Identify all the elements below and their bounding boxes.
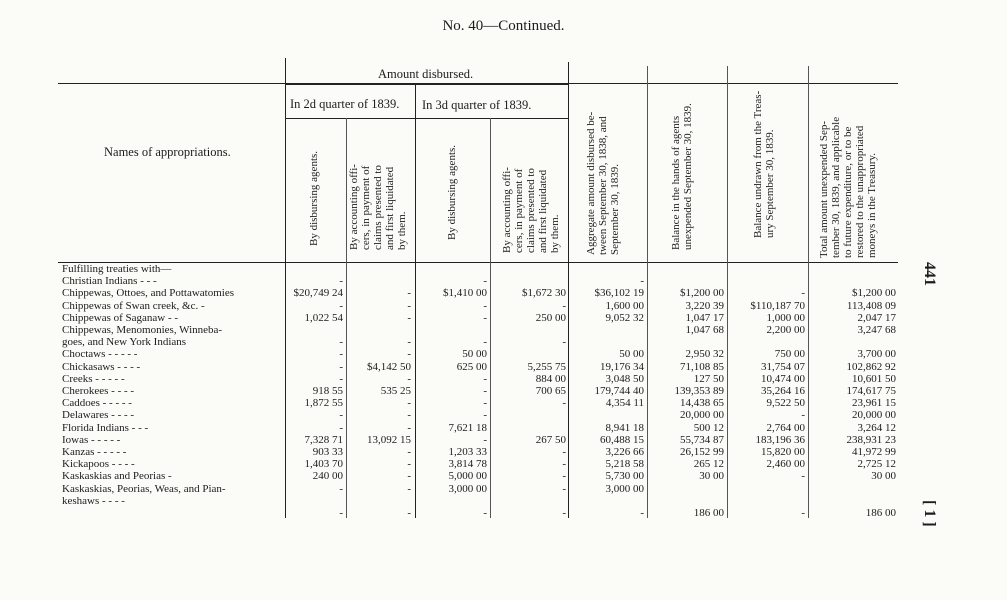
amount-cell-c8: 41,972 99 bbox=[852, 446, 896, 458]
amount-cell-c3: - bbox=[483, 275, 487, 288]
amount-cell-c1: - bbox=[339, 348, 343, 361]
amount-cell-c4: 250 00 bbox=[535, 311, 566, 324]
appropriation-name: Iowas - - - - - bbox=[62, 433, 121, 446]
amount-cell-c2: - bbox=[407, 409, 411, 422]
amount-cell-c1: - bbox=[339, 360, 343, 373]
amount-cell-c6: 14,438 65 bbox=[680, 397, 724, 410]
amount-cell-c4: - bbox=[562, 397, 566, 410]
q3-header: In 3d quarter of 1839. bbox=[422, 98, 532, 112]
table-row bbox=[0, 483, 1007, 495]
amount-cell-c3: 625 00 bbox=[456, 360, 487, 373]
amount-cell-c6: 1,047 17 bbox=[685, 311, 724, 324]
amount-cell-c7: 750 00 bbox=[774, 348, 805, 361]
appropriation-name: Kickapoos - - - - bbox=[62, 458, 135, 471]
amount-cell-c8: 186 00 bbox=[865, 507, 896, 519]
amount-cell-c7: - bbox=[801, 470, 805, 483]
amount-cell-c6: 2,950 32 bbox=[685, 348, 724, 361]
amount-cell-c3: 1,203 33 bbox=[448, 446, 487, 458]
amount-cell-c8: 3,247 68 bbox=[857, 324, 896, 336]
amount-cell-c7: - bbox=[801, 507, 805, 519]
amount-cell-c4: 5,255 75 bbox=[527, 360, 566, 373]
amount-cell-c8: 2,047 17 bbox=[857, 311, 896, 324]
table-row bbox=[0, 495, 1007, 507]
appropriation-name: Cherokees - - - - bbox=[62, 385, 135, 397]
appropriation-name: Florida Indians - - - bbox=[62, 421, 149, 434]
col-balance-agents: Balance in the hands of agents unexpended September 30, 1839. bbox=[670, 103, 694, 250]
amount-cell-c6: 3,220 39 bbox=[685, 299, 724, 312]
amount-cell-c4: - bbox=[562, 507, 566, 519]
col-total-unexpended: Total amount unexpended Sep- tember 30, 1839, and applicable to future expenditure, or to be restored to the unappropriated moneys in the Treasury. bbox=[818, 116, 878, 258]
amount-cell-c6: 186 00 bbox=[693, 507, 724, 519]
table-row bbox=[0, 336, 1007, 348]
amount-cell-c2: $4,142 50 bbox=[367, 360, 411, 373]
amount-cell-c8: 238,931 23 bbox=[846, 433, 896, 446]
amount-cell-c2: - bbox=[407, 507, 411, 519]
q2-header: In 2d quarter of 1839. bbox=[290, 97, 400, 111]
amount-cell-c3: 50 00 bbox=[462, 348, 487, 361]
amount-cell-c5: 179,744 40 bbox=[594, 385, 644, 397]
amount-cell-c8: 3,700 00 bbox=[857, 348, 896, 361]
appropriation-name: Chippewas, Menomonies, Winneba- bbox=[62, 324, 223, 336]
appropriation-name: goes, and New York Indians bbox=[62, 336, 187, 349]
amount-cell-c6: 30 00 bbox=[699, 470, 724, 483]
amount-cell-c5: 5,218 58 bbox=[605, 458, 644, 471]
amount-cell-c1: - bbox=[339, 409, 343, 422]
amount-cell-c7: 10,474 00 bbox=[761, 372, 805, 385]
amount-cell-c4: $1,672 30 bbox=[522, 287, 566, 300]
amount-cell-c8: 23,961 15 bbox=[852, 397, 896, 410]
table-row bbox=[0, 275, 1007, 287]
amount-cell-c8: 113,408 09 bbox=[846, 299, 896, 312]
amount-cell-c5: 4,354 11 bbox=[605, 397, 644, 410]
amount-cell-c2: - bbox=[407, 446, 411, 458]
appropriation-name: Delawares - - - - bbox=[62, 409, 135, 422]
appropriation-name: Kaskaskias and Peorias - bbox=[62, 470, 172, 483]
table-row bbox=[0, 446, 1007, 458]
amount-cell-c6: 1,047 68 bbox=[685, 324, 724, 336]
amount-cell-c1: 1,022 54 bbox=[304, 311, 343, 324]
amount-cell-c2: - bbox=[407, 299, 411, 312]
amount-cell-c4: - bbox=[562, 446, 566, 458]
amount-cell-c8: 20,000 00 bbox=[852, 409, 896, 422]
quarter-rule bbox=[286, 118, 568, 119]
amount-cell-c8: 3,264 12 bbox=[857, 421, 896, 434]
amount-cell-c3: - bbox=[483, 299, 487, 312]
amount-disbursed-header: Amount disbursed. bbox=[378, 67, 474, 81]
amount-cell-c2: 13,092 15 bbox=[367, 433, 411, 446]
amount-cell-c1: 7,328 71 bbox=[304, 433, 343, 446]
table-row bbox=[0, 470, 1007, 482]
table-row bbox=[0, 348, 1007, 360]
amount-cell-c6: 139,353 89 bbox=[674, 385, 724, 397]
amount-cell-c5: 19,176 34 bbox=[600, 360, 644, 373]
amount-cell-c2: 535 25 bbox=[380, 385, 411, 397]
amount-cell-c5: 50 00 bbox=[619, 348, 644, 361]
amount-cell-c7: 15,820 00 bbox=[761, 446, 805, 458]
amount-cell-c3: 3,814 78 bbox=[448, 458, 487, 471]
amount-cell-c1: 918 55 bbox=[312, 385, 343, 397]
table-row bbox=[0, 361, 1007, 373]
amount-cell-c3: - bbox=[483, 385, 487, 397]
amount-cell-c1: - bbox=[339, 299, 343, 312]
amount-cell-c7: 183,196 36 bbox=[755, 433, 805, 446]
amount-cell-c6: 26,152 99 bbox=[680, 446, 724, 458]
amount-cell-c5: - bbox=[640, 275, 644, 288]
table-row bbox=[0, 287, 1007, 299]
amount-cell-c2: - bbox=[407, 421, 411, 434]
amount-cell-c2: - bbox=[407, 348, 411, 361]
appropriation-name: Fulfilling treaties with— bbox=[62, 263, 172, 275]
amount-cell-c2: - bbox=[407, 336, 411, 349]
col-by-accounting-officers-q3: By accounting offi- cers, in payment of claims presented to and first liquidated by them. bbox=[501, 167, 561, 253]
amount-cell-c8: $1,200 00 bbox=[852, 287, 896, 300]
amount-cell-c5: 3,048 50 bbox=[605, 372, 644, 385]
amount-cell-c6: 500 12 bbox=[693, 421, 724, 434]
amount-cell-c2: - bbox=[407, 458, 411, 471]
amount-cell-c4: - bbox=[562, 299, 566, 312]
amount-cell-c5: 3,226 66 bbox=[605, 446, 644, 458]
appropriation-name: Choctaws - - - - - bbox=[62, 348, 138, 361]
amount-cell-c5: 8,941 18 bbox=[605, 421, 644, 434]
amount-cell-c3: $1,410 00 bbox=[443, 287, 487, 300]
amount-cell-c1: - bbox=[339, 421, 343, 434]
document-number: [ 1 ] bbox=[921, 500, 938, 527]
amount-cell-c7: 9,522 50 bbox=[766, 397, 805, 410]
amount-cell-c6: 71,108 85 bbox=[680, 360, 724, 373]
amount-cell-c1: - bbox=[339, 336, 343, 349]
amount-cell-c5: $36,102 19 bbox=[594, 287, 644, 300]
table-row bbox=[0, 324, 1007, 336]
amount-cell-c4: 700 65 bbox=[535, 385, 566, 397]
table-row bbox=[0, 312, 1007, 324]
amount-cell-c7: 1,000 00 bbox=[766, 311, 805, 324]
page-title: No. 40—Continued. bbox=[442, 18, 565, 34]
amount-cell-c1: 240 00 bbox=[312, 470, 343, 483]
amount-cell-c6: $1,200 00 bbox=[680, 287, 724, 300]
amount-cell-c3: 7,621 18 bbox=[448, 421, 487, 434]
names-column-header: Names of appropriations. bbox=[104, 145, 231, 159]
amount-cell-c3: - bbox=[483, 409, 487, 422]
amount-cell-c5: 3,000 00 bbox=[605, 482, 644, 495]
amount-cell-c6: 127 50 bbox=[693, 372, 724, 385]
col-by-disbursing-agents-q3: By disbursing agents. bbox=[446, 144, 458, 240]
amount-cell-c6: 20,000 00 bbox=[680, 409, 724, 422]
amount-cell-c4: - bbox=[562, 482, 566, 495]
amount-cell-c2: - bbox=[407, 372, 411, 385]
amount-cell-c5: 60,488 15 bbox=[600, 433, 644, 446]
table-row bbox=[0, 422, 1007, 434]
amount-cell-c4: - bbox=[562, 336, 566, 349]
amount-disbursed-rule bbox=[286, 84, 568, 85]
appropriation-name: Chickasaws - - - - bbox=[62, 360, 141, 373]
table-row bbox=[0, 263, 1007, 275]
col-by-accounting-officers-q2: By accounting offi- cers, in payment of claims presented to and first liquidated by them. bbox=[348, 164, 408, 250]
table-row bbox=[0, 409, 1007, 421]
amount-cell-c5: 5,730 00 bbox=[605, 470, 644, 483]
amount-cell-c7: - bbox=[801, 287, 805, 300]
table-row bbox=[0, 397, 1007, 409]
amount-cell-c3: - bbox=[483, 336, 487, 349]
page-number: 441 bbox=[921, 262, 938, 286]
amount-cell-c3: 3,000 00 bbox=[448, 482, 487, 495]
appropriation-name: Chippewas of Saganaw - - bbox=[62, 311, 179, 324]
appropriation-name: keshaws - - - - bbox=[62, 494, 125, 507]
amount-cell-c4: - bbox=[562, 470, 566, 483]
table-row bbox=[0, 300, 1007, 312]
amount-cell-c3: 5,000 00 bbox=[448, 470, 487, 483]
amount-cell-c7: 31,754 07 bbox=[761, 360, 805, 373]
amount-cell-c1: 1,403 70 bbox=[304, 458, 343, 471]
appropriation-name: Kaskaskias, Peorias, Weas, and Pian- bbox=[62, 482, 226, 495]
appropriation-name: Chippewas of Swan creek, &c. - bbox=[62, 299, 205, 312]
amount-cell-c4: 884 00 bbox=[535, 372, 566, 385]
amount-cell-c6: 55,734 87 bbox=[680, 433, 724, 446]
amount-cell-c5: 9,052 32 bbox=[605, 311, 644, 324]
amount-cell-c1: - bbox=[339, 372, 343, 385]
amount-cell-c7: - bbox=[801, 409, 805, 422]
amount-cell-c2: - bbox=[407, 482, 411, 495]
table-row bbox=[0, 385, 1007, 397]
appropriation-name: Creeks - - - - - bbox=[62, 372, 125, 385]
amount-cell-c7: 2,460 00 bbox=[766, 458, 805, 471]
amount-cell-c1: 903 33 bbox=[312, 446, 343, 458]
appropriation-name: Chippewas, Ottoes, and Pottawatomies bbox=[62, 287, 235, 300]
amount-cell-c8: 10,601 50 bbox=[852, 372, 896, 385]
amount-cell-c5: 1,600 00 bbox=[605, 299, 644, 312]
amount-cell-c8: 174,617 75 bbox=[846, 385, 896, 397]
amount-cell-c6: 265 12 bbox=[693, 458, 724, 471]
amount-cell-c4: - bbox=[562, 458, 566, 471]
appropriation-name: Caddoes - - - - - bbox=[62, 397, 132, 410]
amount-cell-c8: 2,725 12 bbox=[857, 458, 896, 471]
col-by-disbursing-agents-q2: By disbursing agents. bbox=[308, 150, 320, 246]
col-aggregate: Aggregate amount disbursed be- tween September 30, 1838, and September 30, 1839. bbox=[585, 111, 621, 255]
amount-cell-c2: - bbox=[407, 311, 411, 324]
table-row bbox=[0, 507, 1007, 519]
amount-cell-c4: 267 50 bbox=[535, 433, 566, 446]
amount-cell-c1: 1,872 55 bbox=[304, 397, 343, 410]
amount-cell-c7: 35,264 16 bbox=[761, 385, 805, 397]
appropriation-name: Kanzas - - - - - bbox=[62, 446, 127, 458]
table-row bbox=[0, 434, 1007, 446]
appropriation-name: Christian Indians - - - bbox=[62, 275, 157, 288]
table-row bbox=[0, 458, 1007, 470]
amount-cell-c8: 30 00 bbox=[871, 470, 896, 483]
amount-cell-c3: - bbox=[483, 433, 487, 446]
amount-cell-c7: 2,764 00 bbox=[766, 421, 805, 434]
amount-cell-c8: 102,862 92 bbox=[846, 360, 896, 373]
amount-cell-c3: - bbox=[483, 507, 487, 519]
amount-cell-c3: - bbox=[483, 397, 487, 410]
amount-cell-c5: - bbox=[640, 507, 644, 519]
amount-cell-c7: 2,200 00 bbox=[766, 324, 805, 336]
table-row bbox=[0, 373, 1007, 385]
amount-cell-c1: - bbox=[339, 482, 343, 495]
col-balance-treasury: Balance undrawn from the Treas- ury September 30, 1839. bbox=[752, 90, 776, 238]
amount-cell-c3: - bbox=[483, 311, 487, 324]
amount-cell-c1: - bbox=[339, 275, 343, 288]
amount-cell-c7: $110,187 70 bbox=[750, 299, 805, 312]
amount-cell-c2: - bbox=[407, 470, 411, 483]
amount-cell-c1: - bbox=[339, 507, 343, 519]
amount-cell-c1: $20,749 24 bbox=[293, 287, 343, 300]
amount-cell-c3: - bbox=[483, 372, 487, 385]
amount-cell-c2: - bbox=[407, 287, 411, 300]
amount-cell-c2: - bbox=[407, 397, 411, 410]
